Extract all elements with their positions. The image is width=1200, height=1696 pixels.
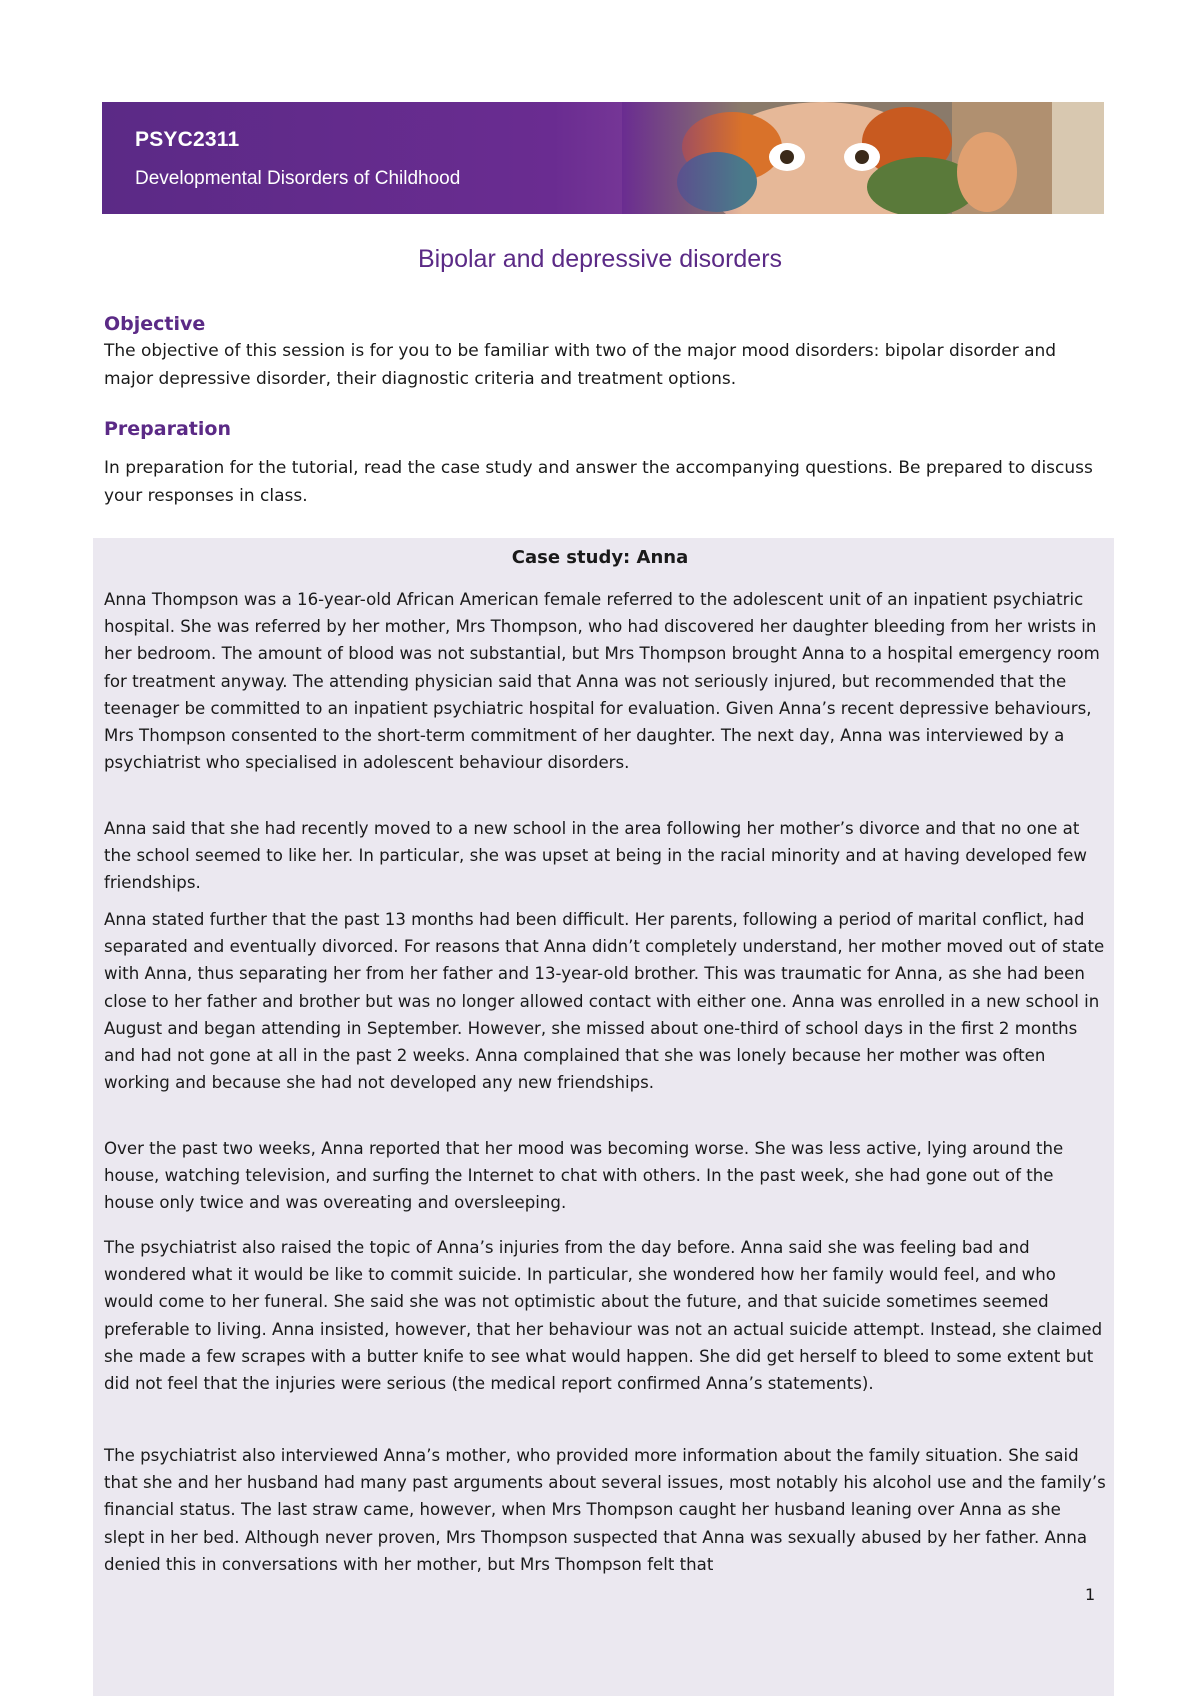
banner-photo [622,102,1104,214]
course-name: Developmental Disorders of Childhood [135,168,461,189]
objective-heading: Objective [104,313,206,335]
case-paragraph: Over the past two weeks, Anna reported that her mood was becoming worse. She was less active, lying around the house, watching television, and surfing the Internet to chat with others. In the past week, she had gone out of the house only twice and was overeating and oversleeping. [104,1139,1064,1213]
preparation-text: In preparation for the tutorial, read the case study and answer the accompanying questions. Be prepared to discuss your responses in class. [104,458,1093,506]
course-banner [102,102,1104,214]
case-paragraph: Anna Thompson was a 16-year-old African American female referred to the adolescent unit of an inpatient psychiatric hospital. She was referred by her mother, Mrs Thompson, who had discovered her daughter bleeding from her wrists in her bedroom. The amount of blood was not substantial, but Mrs Thompson brought Anna to a hospital emergency room for treatment anyway. The attending physician said that Anna was not seriously injured, but recommended that the teenager be committed to an inpatient psychiatric hospital for evaluation. Given Anna’s recent depressive behaviours, Mrs Thompson consented to the short-term commitment of her daughter. The next day, Anna was interviewed by a psychiatrist who specialised in adolescent behaviour disorders. [104,590,1100,773]
case-paragraph: The psychiatrist also raised the topic of Anna’s injuries from the day before. Anna said she was feeling bad and wondered what it would be like to commit suicide. In particular, she wondered how her family would feel, and who would come to her funeral. She said she was not optimistic about the future, and that suicide sometimes seemed preferable to living. Anna insisted, however, that her behaviour was not an actual suicide attempt. Instead, she claimed she made a few scrapes with a butter knife to see what would happen. She did get herself to bleed to some extent but did not feel that the injuries were serious (the medical report confirmed Anna’s statements). [104,1238,1103,1394]
case-paragraph: Anna said that she had recently moved to a new school in the area following her mother’s divorce and that no one at the school seemed to like her. In particular, she was upset at being in the racial minority and at having developed few friendships. [104,819,1087,893]
page-number: 1 [1085,1585,1096,1604]
case-paragraph: The psychiatrist also interviewed Anna’s mother, who provided more information about the family situation. She said that she and her husband had many past arguments about several issues, most notably his alcohol use and the family’s financial status. The last straw came, however, when Mrs Thompson caught her husband leaning over Anna as she slept in her bed. Although never proven, Mrs Thompson suspected that Anna was sexually abused by her father. Anna denied this in conversations with her mother, but Mrs Thompson felt that [104,1446,1106,1574]
preparation-heading: Preparation [104,418,231,440]
case-study-title: Case study: Anna [511,547,689,568]
course-code: PSYC2311 [135,128,240,151]
objective-text: The objective of this session is for you to be familiar with two of the major mood disorders: bipolar disorder and major depressive disorder, their diagnostic criteria and treatment options. [104,341,1057,389]
document-title: Bipolar and depressive disorders [417,245,783,273]
case-paragraph: Anna stated further that the past 13 months had been difficult. Her parents, following a period of marital conflict, had separated and eventually divorced. For reasons that Anna didn’t completely understand, her mother moved out of state with Anna, thus separating her from her father and 13-year-old brother. This was traumatic for Anna, as she had been close to her father and brother but was no longer allowed contact with either one. Anna was enrolled in a new school in August and began attending in September. However, she missed about one-third of school days in the first 2 months and had not gone at all in the past 2 weeks. Anna complained that she was lonely because her mother was often working and because she had not developed any new friendships. [104,910,1105,1093]
